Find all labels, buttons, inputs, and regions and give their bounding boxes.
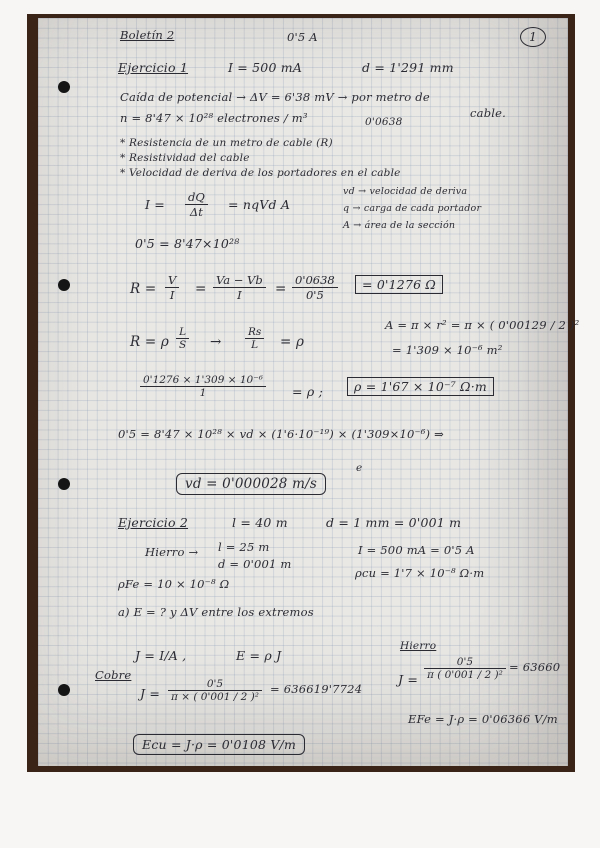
- fraction-denominator: L: [251, 339, 259, 351]
- fraction-denominator: π ( 0'001 / 2 )²: [427, 669, 503, 681]
- ej1-bullet-resistance: * Resistencia de un metro de cable (R): [120, 137, 333, 149]
- fraction-numerator: Va − Vb: [213, 273, 266, 288]
- fraction-numerator: L: [176, 326, 189, 339]
- ej2-J2-prefix: J =: [398, 672, 419, 687]
- heading-current: 0'5 A: [287, 30, 318, 44]
- ej2-intensity: I = 500 mA = 0'5 A: [358, 543, 475, 557]
- punch-hole: [58, 684, 70, 696]
- ej2-E-equation: E = ρ J: [236, 648, 282, 663]
- ej2-hierro2-label: Hierro: [400, 640, 437, 652]
- ej1-A-definition: A → área de la sección: [343, 220, 456, 231]
- ej2-hierro-fraction: [424, 656, 506, 681]
- ej1-vd-definition: vd → velocidad de deriva: [343, 186, 468, 197]
- fraction-numerator: 0'1276 × 1'309 × 10⁻⁶: [140, 374, 266, 387]
- ej1-R-prefix: R =: [130, 281, 157, 297]
- ej2-hierro-label: Hierro →: [145, 545, 199, 559]
- ej1-R-result: = 0'1276 Ω: [355, 275, 443, 294]
- ej1-area-result: = 1'309 × 10⁻⁶ m²: [392, 343, 503, 357]
- ej1-q-definition: q → carga de cada portador: [343, 203, 482, 214]
- ej2-question: a) E = ? y ΔV entre los extremos: [118, 605, 314, 619]
- ej1-bullet-resistivity: * Resistividad del cable: [120, 152, 250, 164]
- ej1-dq-dt-fraction: [185, 190, 208, 219]
- ej1-carrier-density: n = 8'47 × 10²⁸ electrones / m³: [120, 111, 308, 125]
- punch-hole: [58, 478, 70, 490]
- ej2-resistivity-fe: ρFe = 10 × 10⁻⁸ Ω: [118, 577, 230, 591]
- ej2-resistivity-cu: ρcu = 1'7 × 10⁻⁸ Ω·m: [355, 566, 485, 580]
- exercise-2-title: Ejercicio 2: [118, 515, 189, 530]
- fraction-denominator: I: [169, 288, 175, 302]
- ej1-caida-line2: cable.: [470, 106, 506, 120]
- fraction-denominator: 1: [199, 387, 207, 399]
- fraction-denominator: I: [237, 288, 242, 302]
- fraction-numerator: 0'0638: [292, 273, 338, 288]
- fraction-numerator: V: [165, 273, 179, 288]
- fraction-denominator: 0'5: [305, 288, 324, 302]
- ej2-electric-field-fe: EFe = J·ρ = 0'06366 V/m: [408, 712, 558, 726]
- ej1-drift-velocity-result: vd = 0'000028 m/s: [176, 473, 326, 495]
- ej1-rho-fraction: [140, 374, 266, 399]
- ej2-J-equation: J = I/A ,: [135, 648, 187, 663]
- ej1-rho-equation: R = ρ: [130, 334, 169, 350]
- punch-hole: [58, 279, 70, 291]
- ej1-V-over-I: [165, 273, 179, 302]
- ej1-num-fraction: [292, 273, 338, 302]
- ej2-length: l = 40 m: [232, 515, 288, 530]
- ej1-os-line: 0'5 = 8'47×10²⁸: [135, 236, 240, 251]
- punch-hole: [58, 81, 70, 93]
- fraction-numerator: Rs: [245, 326, 264, 339]
- ej2-cobre-J-result: = 636619'7724: [270, 682, 363, 696]
- ej1-Rs-over-L: [245, 326, 264, 351]
- ej1-equals-2: =: [275, 281, 287, 297]
- ej2-cobre-fraction: [168, 678, 262, 703]
- ej1-area-equation: A = π × r² = π × ( 0'00129 / 2 )²: [385, 318, 580, 332]
- page-number: 1: [520, 27, 546, 47]
- fraction-denominator: π × ( 0'001 / 2 )²: [171, 691, 259, 703]
- ej1-bullet-velocity: * Velocidad de deriva de los portadores en el cable: [120, 167, 401, 179]
- ej1-diameter: d = 1'291 mm: [362, 60, 454, 75]
- ej1-rho-result: ρ = 1'67 × 10⁻⁷ Ω·m: [347, 377, 494, 396]
- exercise-1-title: Ejercicio 1: [118, 60, 189, 75]
- ej2-hierro-diameter: d = 0'001 m: [218, 557, 292, 571]
- ej1-drift-velocity-equation: 0'5 = 8'47 × 10²⁸ × vd × (1'6·10⁻¹⁹) × (1'309×10⁻⁶) ⇒: [118, 427, 444, 441]
- ej1-rho-mid: = ρ ;: [292, 384, 323, 399]
- ej1-side-value: 0'0638: [365, 116, 403, 128]
- ej1-I-suffix: = nqVd A: [228, 197, 291, 212]
- ej1-intensity: I = 500 mA: [228, 60, 303, 75]
- ej1-electron-charge-label: e: [356, 462, 363, 474]
- ej2-diameter: d = 1 mm = 0'001 m: [326, 515, 462, 530]
- ej2-hierro-J-result: = 63660: [509, 660, 561, 674]
- ej1-I-prefix: I =: [145, 197, 165, 212]
- ej2-electric-field-cu: Ecu = J·ρ = 0'0108 V/m: [133, 734, 305, 755]
- fraction-numerator: dQ: [185, 190, 208, 205]
- ej1-caida-line: Caída de potencial → ΔV = 6'38 mV → por metro de: [120, 90, 430, 104]
- ej2-hierro-length: l = 25 m: [218, 540, 270, 554]
- heading-boletin: Boletín 2: [120, 28, 175, 42]
- fraction-numerator: 0'5: [168, 678, 262, 691]
- fraction-numerator: 0'5: [424, 656, 506, 669]
- ej2-cobre-label: Cobre: [95, 668, 132, 682]
- ej1-equals: =: [195, 281, 207, 297]
- ej1-L-over-S: [176, 326, 189, 351]
- fraction-denominator: S: [179, 339, 187, 351]
- ej1-va-vb-fraction: [213, 273, 266, 302]
- ej1-arrow: →: [210, 334, 222, 350]
- ej2-J-prefix: J =: [140, 686, 161, 701]
- ej1-equals-rho: = ρ: [280, 334, 305, 350]
- fraction-denominator: Δt: [189, 205, 203, 219]
